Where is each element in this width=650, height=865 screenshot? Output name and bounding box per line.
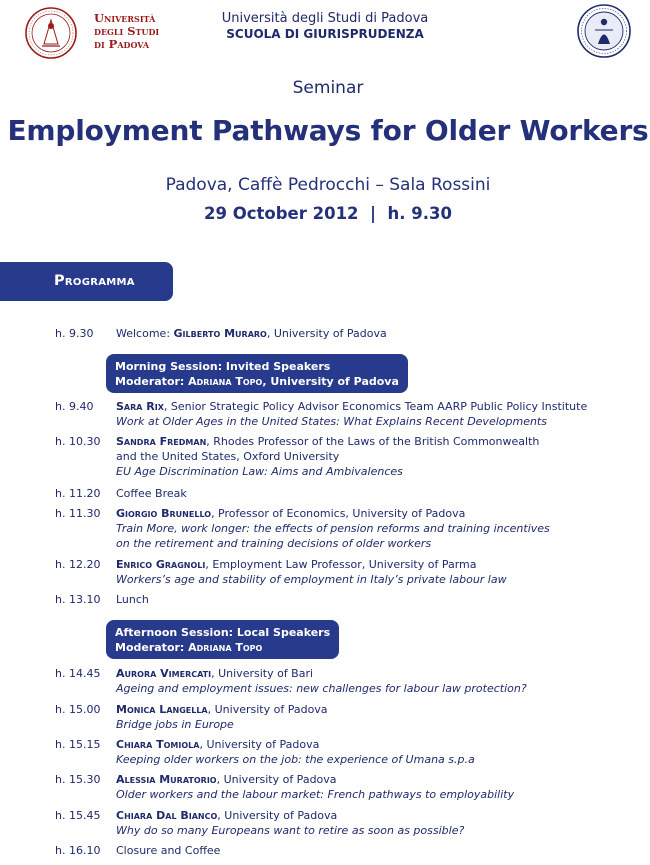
school-name: SCUOLA DI GIURISPRUDENZA <box>226 27 424 41</box>
university-name: Università degli Studi di Padova <box>221 11 429 26</box>
event-kind: Seminar <box>292 78 364 98</box>
programma-header: Programma <box>0 262 173 301</box>
morning-session-box: Morning Session: Invited Speakers Moderator: Adriana Topo, University of Padova <box>106 354 408 393</box>
event-place: Padova, Caffè Pedrocchi – Sala Rossini <box>165 175 491 195</box>
university-logo-text: Università degli Studi di Padova <box>94 11 160 51</box>
event-date: 29 October 2012 | h. 9.30 <box>203 204 452 223</box>
school-seal <box>576 3 632 63</box>
event-title: Employment Pathways for Older Workers <box>7 114 649 147</box>
afternoon-session-box: Afternoon Session: Local Speakers Moderator: Adriana Topo <box>106 620 339 659</box>
